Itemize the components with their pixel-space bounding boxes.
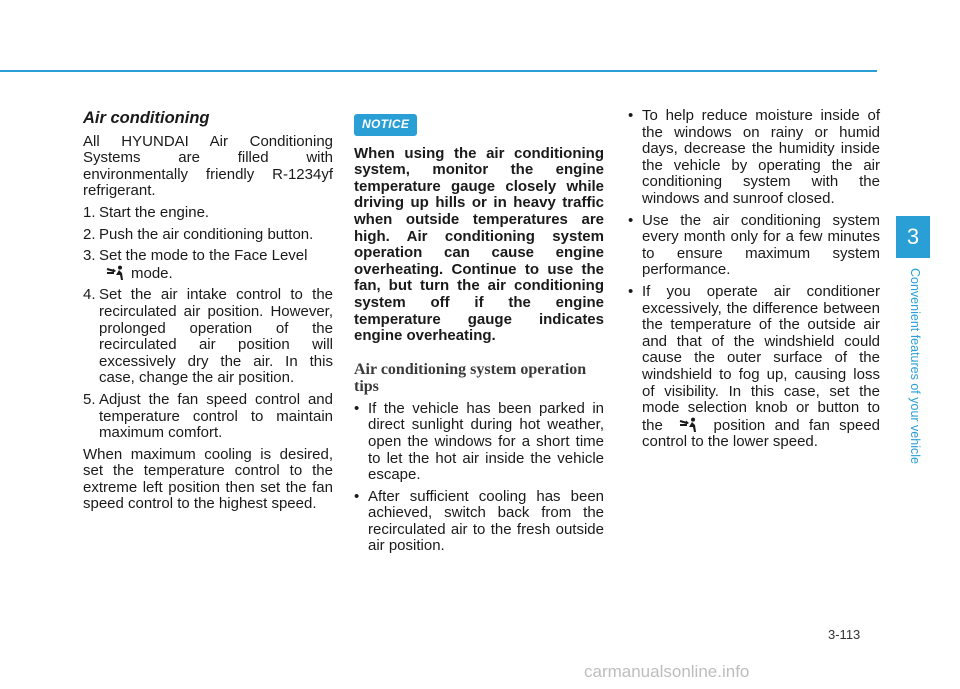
step-4: 4. Set the air intake control to the recirculated air position. However, prolonged operation of the recirculated air position will excessively dry the air. In this case, change the air position. — [83, 286, 333, 387]
intro-paragraph: All HYUNDAI Air Conditioning Systems are filled with environmentally friendly R-1234yf refrigerant. — [83, 132, 333, 200]
step-5: 5. Adjust the fan speed control and temperature control to maintain maximum comfort. — [83, 390, 333, 442]
notice-text: When using the air conditioning system, monitor the engine temperature gauge closely while driving up hills or in heavy traffic when outside temperatures are high. Air conditioning system operation can cause engine overheating. Continue to use the fan, but turn the air conditioning system off if the engine temperature gauge indicates engine overheating. — [354, 144, 604, 345]
bullet: • — [628, 282, 634, 300]
step-2: 2. Push the air conditioning button. — [83, 225, 314, 243]
bullet: • — [628, 211, 634, 229]
face-level-mode-icon — [678, 417, 700, 433]
bullet: • — [354, 487, 360, 505]
step-3: 3. Set the mode to the Face Level mode. — [83, 247, 308, 282]
notice-badge: NOTICE — [354, 114, 417, 136]
list-item: • Use the air conditioning system every month only for a few minutes to ensure maximum system performance. — [628, 211, 880, 279]
list-item: • To help reduce moisture inside of the windows on rainy or humid days, decrease the humidity inside the vehicle by operating the air conditioning system with the windows and sunroof closed. — [628, 107, 880, 207]
column-notice — [354, 108, 604, 560]
column-tips-continued — [628, 108, 880, 456]
top-rule — [0, 70, 877, 72]
page-number: 3-113 — [828, 627, 861, 642]
bullet: • — [354, 399, 360, 417]
closing-paragraph: When maximum cooling is desired, set the temperature control to the extreme left position then set the fan speed control to the highest speed. — [83, 445, 333, 513]
section-number-tab: 3 — [896, 216, 930, 258]
face-level-mode-icon — [105, 265, 127, 281]
tips-heading: Air conditioning system operation tips — [354, 360, 587, 395]
watermark: carmanualsonline.info — [584, 662, 750, 681]
section-heading: Air conditioning — [83, 109, 210, 127]
side-chapter-label: Convenient features of your vehicle — [908, 268, 922, 464]
list-item: • If the vehicle has been parked in direct sunlight during hot weather, open the windows for a short time to let the hot air inside the vehicle escape. — [354, 399, 604, 484]
bullet: • — [628, 107, 634, 124]
list-item: • If you operate air conditioner excessively, the difference between the temperature of the outside air and that of the windshield could cause the outer surface of the windshield to fog up, causing loss of visibility. In this case, set the mode selection knob or button to the position and fan speed control to the lower speed. — [628, 282, 881, 451]
step-1: 1. Start the engine. — [83, 203, 210, 221]
column-air-conditioning — [83, 108, 333, 518]
list-item: • After sufficient cooling has been achieved, switch back from the recirculated air to the fresh outside air position. — [354, 487, 604, 555]
